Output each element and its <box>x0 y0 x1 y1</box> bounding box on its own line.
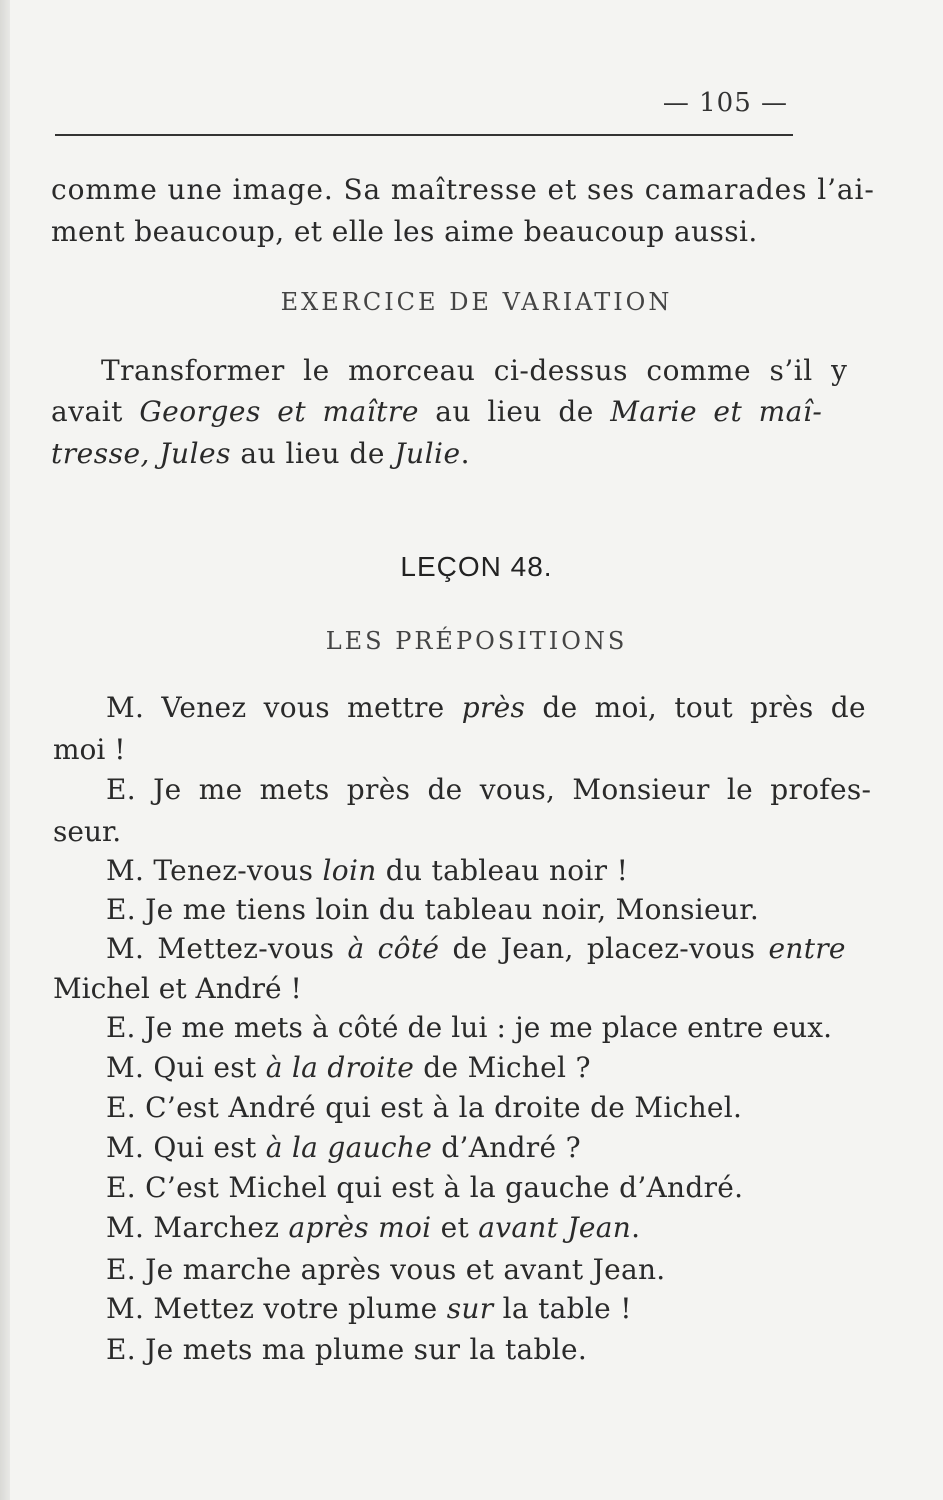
book-page <box>10 0 943 1500</box>
instruction-line-2 <box>51 395 823 428</box>
dialogue-text: d’André ? <box>432 1131 581 1164</box>
dialogue-line-5 <box>106 854 629 887</box>
instruction-italic: Julie <box>394 437 461 470</box>
dialogue-line-8: Michel et André ! <box>53 972 302 1005</box>
lesson-title: LEÇON 48. <box>400 551 553 582</box>
dialogue-text: . <box>631 1211 641 1244</box>
dialogue-italic: avant Jean <box>478 1211 632 1244</box>
dialogue-text: de moi, tout près de <box>525 691 866 724</box>
dialogue-text: M. Qui est <box>106 1051 266 1084</box>
instruction-line-3 <box>51 437 470 470</box>
dialogue-text: de Michel ? <box>414 1051 591 1084</box>
dialogue-line-7 <box>106 932 846 965</box>
dialogue-italic: à la droite <box>265 1051 415 1084</box>
dialogue-text: M. Qui est <box>106 1131 266 1164</box>
dialogue-line-1 <box>106 691 866 724</box>
intro-line-2: ment beaucoup, et elle les aime beaucoup aussi. <box>51 215 758 248</box>
dialogue-text: du tableau noir ! <box>376 854 629 887</box>
dialogue-italic: entre <box>768 932 846 965</box>
instruction-text: Transformer le morceau ci-dessus comme s’il y <box>101 354 848 387</box>
dialogue-line-14 <box>106 1211 641 1244</box>
dialogue-line-17: E. Je mets ma plume sur la table. <box>106 1333 588 1366</box>
page-number: — 105 — <box>662 88 788 118</box>
dialogue-line-15: E. Je marche après vous et avant Jean. <box>106 1253 666 1286</box>
instruction-italic: Georges et maître <box>139 395 419 428</box>
dialogue-text: M. Tenez-vous <box>106 854 323 887</box>
dialogue-line-10 <box>106 1051 591 1084</box>
dialogue-text: et <box>431 1211 479 1244</box>
dialogue-text: M. Marchez <box>106 1211 289 1244</box>
instruction-italic: Marie et maî- <box>610 395 823 428</box>
dialogue-line-11: E. C’est André qui est à la droite de Michel. <box>106 1091 743 1124</box>
instruction-italic: tresse, Jules <box>51 437 231 470</box>
instruction-line-1 <box>101 354 848 387</box>
header-rule <box>55 134 793 136</box>
dialogue-text: la table ! <box>493 1292 632 1325</box>
dialogue-line-16 <box>106 1292 632 1325</box>
dialogue-text: M. Mettez votre plume <box>106 1292 447 1325</box>
dialogue-line-9: E. Je me mets à côté de lui : je me place entre eux. <box>106 1011 833 1044</box>
intro-line-1: comme une image. Sa maîtresse et ses camarades l’ai- <box>51 173 875 206</box>
dialogue-italic: à la gauche <box>265 1131 433 1164</box>
exercise-title: EXERCICE DE VARIATION <box>280 288 673 316</box>
dialogue-text: M. Mettez-vous <box>106 932 348 965</box>
dialogue-italic: à côté <box>347 932 440 965</box>
dialogue-line-4: seur. <box>53 815 122 848</box>
dialogue-line-13: E. C’est Michel qui est à la gauche d’André. <box>106 1171 744 1204</box>
dialogue-italic: loin <box>322 854 377 887</box>
section-title: LES PRÉPOSITIONS <box>325 627 628 655</box>
dialogue-line-3: E. Je me mets près de vous, Monsieur le profes- <box>106 773 872 806</box>
dialogue-italic: sur <box>446 1292 494 1325</box>
instruction-text: avait <box>51 395 140 428</box>
instruction-text: au lieu de <box>418 395 611 428</box>
dialogue-line-2: moi ! <box>53 733 126 766</box>
page-edge <box>0 0 10 1500</box>
dialogue-line-12 <box>106 1131 581 1164</box>
dialogue-italic: près <box>461 691 526 724</box>
dialogue-text: M. Venez vous mettre <box>106 691 462 724</box>
dialogue-text: de Jean, placez-vous <box>439 932 769 965</box>
instruction-text: . <box>460 437 470 470</box>
dialogue-line-6: E. Je me tiens loin du tableau noir, Monsieur. <box>106 893 760 926</box>
dialogue-italic: après moi <box>288 1211 432 1244</box>
instruction-text: au lieu de <box>230 437 395 470</box>
